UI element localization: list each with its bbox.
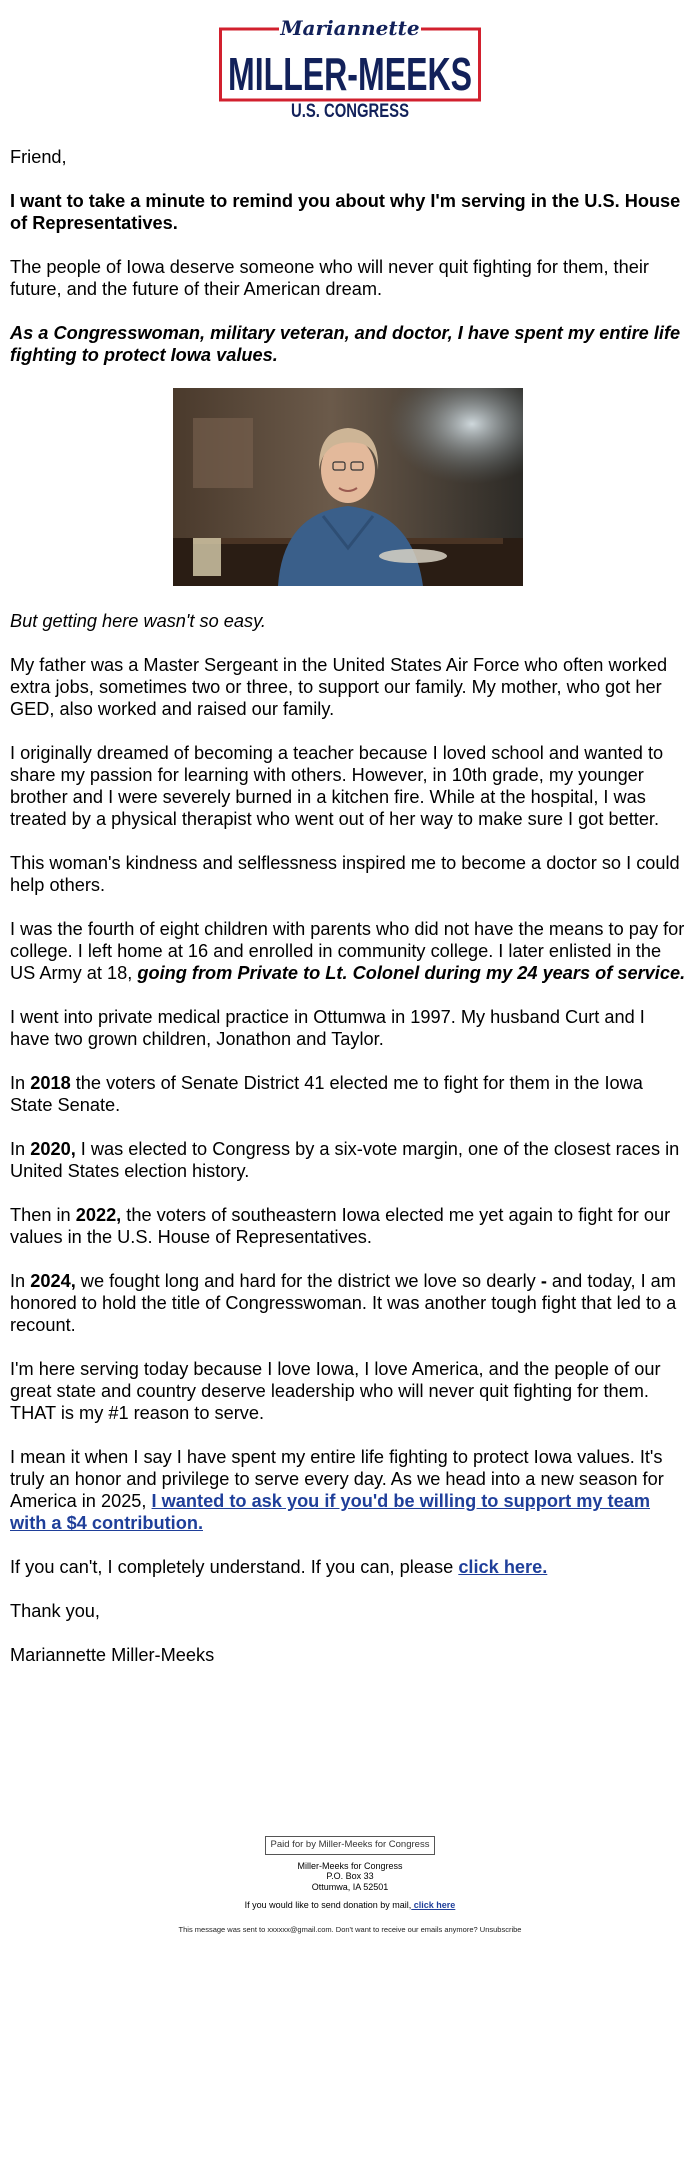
p2020-text: I was elected to Congress by a six-vote margin, one of the closest races in United States election history.	[10, 1139, 680, 1181]
p2022-pre: Then in	[10, 1205, 76, 1225]
ask-text: I mean it when I say I have spent my entire life fighting to protect Iowa values. It's truly an honor and privilege to serve every day. As we head into a new season for America in 2025,	[10, 1447, 664, 1511]
logo-tagline: U.S. CONGRESS	[291, 101, 409, 122]
p2024-dash: -	[540, 1271, 547, 1291]
year-2018: 2018	[30, 1073, 71, 1093]
paragraph-intro: I want to take a minute to remind you about why I'm serving in the U.S. House of Representatives.	[10, 191, 681, 233]
year-2022: 2022,	[75, 1205, 122, 1225]
mail-text: If you would like to send donation by mail,	[244, 1900, 412, 1910]
signature: Mariannette Miller-Meeks	[10, 1645, 215, 1665]
closing: Thank you,	[10, 1601, 100, 1621]
paragraph-reason: I'm here serving today because I love Iowa, I love America, and the people of our great state and country deserve leadership who will never quit fighting for them. THAT is my #1 reason to serve.	[10, 1359, 661, 1423]
candidate-photo	[173, 388, 523, 586]
click-here-link[interactable]: click here.	[458, 1557, 548, 1577]
logo-script-name: Mariannette	[280, 16, 420, 40]
unsubscribe-line: This message was sent to xxxxxx@gmail.com. Don't want to receive our emails anymore? Unsubscribe	[178, 1924, 522, 1934]
click-text: If you can't, I completely understand. If you can, please	[10, 1557, 459, 1577]
footer-city: Ottumwa, IA 52501	[311, 1881, 389, 1892]
army-text: I was the fourth of eight children with parents who did not have the means to pay for college. I left home at 16 and enrolled in community college. I later enlisted in the US Army at 18,	[10, 919, 685, 983]
letter-body	[10, 146, 686, 1688]
paragraph-practice: I went into private medical practice in Ottumwa in 1997. My husband Curt and I have two grown children, Jonathon and Taylor.	[10, 1007, 645, 1049]
paragraph-2022	[10, 1204, 686, 1248]
contribution-link[interactable]: I wanted to ask you if you'd be willing to support my team with a $4 contribution.	[10, 1491, 651, 1533]
candidate-photo-image	[173, 388, 523, 586]
footer-po-box: P.O. Box 33	[326, 1871, 374, 1881]
greeting: Friend,	[10, 147, 67, 167]
paragraph-not-easy: But getting here wasn't so easy.	[10, 611, 266, 631]
mail-donation-line	[0, 1900, 700, 1911]
paragraph-ask	[10, 1446, 686, 1534]
p2018-text: the voters of Senate District 41 elected me to fight for them in the Iowa State Senate.	[10, 1073, 643, 1115]
p2022-text: the voters of southeastern Iowa elected me yet again to fight for our values in the U.S. House of Representatives.	[10, 1205, 671, 1247]
logo-surname: MILLER-MEEKS	[228, 48, 472, 100]
p2018-pre: In	[10, 1073, 31, 1093]
paid-for-disclaimer: Paid for by Miller-Meeks for Congress	[265, 1836, 436, 1855]
paragraph-2020	[10, 1138, 686, 1182]
p2024-text-b: and today, I am honored to hold the title of Congresswoman. It was another tough fight that led to a recount.	[10, 1271, 677, 1335]
paragraph-father: My father was a Master Sergeant in the United States Air Force who often worked extra jobs, sometimes two or three, to support our family. My mother, who got her GED, also worked and raised our family.	[10, 655, 668, 719]
army-emphasis: going from Private to Lt. Colonel during my 24 years of service.	[137, 963, 686, 983]
paragraph-2018	[10, 1072, 686, 1116]
paragraph-values: As a Congresswoman, military veteran, and doctor, I have spent my entire life fighting to protect Iowa values.	[10, 323, 681, 365]
paragraph-army	[10, 918, 686, 984]
paragraph-kindness: This woman's kindness and selflessness inspired me to become a doctor so I could help others.	[10, 853, 680, 895]
year-2024: 2024,	[30, 1271, 76, 1291]
paragraph-teacher: I originally dreamed of becoming a teacher because I loved school and wanted to share my passion for learning with others. However, in 10th grade, my younger brother and I were severely burned in a kitchen fire. While at the hospital, I was treated by a physical therapist who went out of her way to make sure I got better.	[10, 743, 664, 829]
p2024-text-a: we fought long and hard for the district we love so dearly	[75, 1271, 541, 1291]
paragraph-click	[10, 1556, 686, 1578]
miller-meeks-logo	[219, 14, 481, 120]
mail-click-here-link[interactable]: click here	[411, 1900, 456, 1910]
email-footer	[0, 1836, 700, 1935]
p2024-pre: In	[10, 1271, 31, 1291]
year-2020: 2020,	[30, 1139, 76, 1159]
paragraph-iowa: The people of Iowa deserve someone who will never quit fighting for them, their future, and the future of their American dream.	[10, 257, 649, 299]
p2020-pre: In	[10, 1139, 31, 1159]
paragraph-2024	[10, 1270, 686, 1336]
footer-org: Miller-Meeks for Congress	[297, 1860, 403, 1871]
